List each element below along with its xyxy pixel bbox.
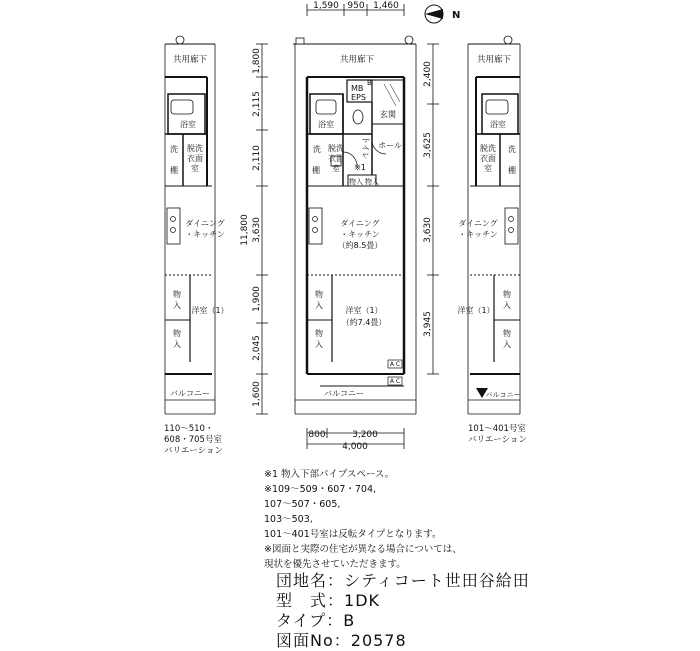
note-line-7: 現状を優先させていただきます。 bbox=[264, 559, 406, 570]
right-dk-2: ・キッチン bbox=[458, 230, 498, 239]
left-dim-4: 3,630 bbox=[252, 217, 262, 243]
info-block bbox=[276, 571, 530, 651]
left-variation-2: 608・705号室 bbox=[164, 435, 222, 445]
note-line-1: ※1 物入下部パイプスペース。 bbox=[264, 469, 395, 480]
note-line-6: ※図面と実際の住宅が異なる場合については、 bbox=[264, 544, 462, 555]
right-shelf-label: 棚 bbox=[508, 166, 516, 175]
svg-text:N: N bbox=[452, 10, 461, 21]
dressing-label-2: 衣面 bbox=[328, 154, 344, 163]
closet-1a: 物 bbox=[315, 290, 323, 299]
storage-label-1: 物入 bbox=[349, 178, 363, 186]
right-dim-1: 2,400 bbox=[423, 61, 433, 87]
top-dim-2: 950 bbox=[347, 1, 365, 11]
right-closet-2a: 物 bbox=[503, 329, 511, 338]
top-dim-1: 1,590 bbox=[313, 1, 339, 11]
genkan-label: 玄関 bbox=[380, 110, 396, 119]
info-kind-label: タイプ： bbox=[276, 611, 344, 630]
ac-label-2: A C bbox=[389, 378, 401, 385]
right-dim-2: 3,625 bbox=[423, 132, 433, 158]
right-closet-1b: 入 bbox=[503, 301, 511, 310]
info-name-value: シティコート世田谷給田 bbox=[344, 571, 530, 590]
info-name-label: 団地名： bbox=[276, 571, 345, 590]
right-variation-2: バリエーション bbox=[468, 435, 527, 445]
left-dressing-3: 室 bbox=[191, 164, 199, 173]
toilet-label: トイレ bbox=[361, 136, 370, 160]
left-dim-2: 2,115 bbox=[252, 91, 262, 117]
note-line-4: 103～503, bbox=[264, 514, 313, 525]
left-wash-label: 洗 bbox=[170, 145, 178, 154]
right-corridor-label: 共用廊下 bbox=[476, 55, 512, 65]
dk-label-2: ・キッチン bbox=[340, 230, 380, 239]
left-dk-1: ダイニング bbox=[185, 219, 225, 228]
left-closet-1b: 入 bbox=[173, 301, 181, 310]
wash-label: 洗 bbox=[313, 145, 321, 154]
right-dim-4: 3,945 bbox=[423, 311, 433, 337]
left-corridor-label: 共用廊下 bbox=[172, 55, 208, 65]
right-variation-1: 101～401号室 bbox=[468, 424, 526, 434]
note-line-2: ※109～509・607・704, bbox=[264, 484, 377, 495]
left-dim-6: 2,045 bbox=[252, 335, 262, 361]
hall-label: ホール bbox=[378, 141, 402, 150]
eps-label: EPS bbox=[351, 93, 366, 102]
left-closet-1a: 物 bbox=[173, 290, 181, 299]
info-no-value: 20578 bbox=[350, 631, 407, 650]
notes-block bbox=[264, 467, 684, 572]
compass-north-icon bbox=[425, 5, 460, 23]
left-dim-5: 1,900 bbox=[252, 286, 262, 312]
right-bath-label: 浴室 bbox=[490, 120, 506, 129]
right-western: 洋室（1） bbox=[457, 306, 495, 315]
note-line-3: 107～507・605, bbox=[264, 499, 341, 510]
right-balcony-label: バルコニー bbox=[485, 391, 521, 399]
right-closet-2b: 入 bbox=[503, 340, 511, 349]
right-dressing-3: 室 bbox=[484, 164, 492, 173]
shelf-label: 棚 bbox=[312, 166, 320, 175]
info-name-row bbox=[276, 571, 530, 591]
left-dim-1: 1,800 bbox=[252, 48, 262, 74]
right-dressing-2: 衣面 bbox=[480, 154, 496, 163]
ac-label-1: A C bbox=[389, 361, 401, 368]
left-dk-2: ・キッチン bbox=[185, 230, 225, 239]
closet-2a: 物 bbox=[315, 329, 323, 338]
info-kind-row bbox=[276, 611, 530, 631]
left-dim-total: 11,800 bbox=[240, 214, 250, 246]
left-western: 洋室（1） bbox=[191, 306, 229, 315]
info-type-row bbox=[276, 591, 530, 611]
bottom-dim-1: 800 bbox=[308, 430, 326, 440]
left-bath-label: 浴室 bbox=[180, 120, 196, 129]
western-label-2: （約7.4畳） bbox=[341, 318, 387, 327]
left-dressing-1: 脱洗 bbox=[187, 144, 203, 153]
left-shelf-label: 棚 bbox=[170, 166, 178, 175]
dressing-label-1: 脱洗 bbox=[328, 144, 344, 153]
left-dressing-2: 衣面 bbox=[187, 154, 203, 163]
right-wash-label: 洗 bbox=[508, 145, 516, 154]
right-dim-3: 3,630 bbox=[423, 217, 433, 243]
bottom-dim-total: 4,000 bbox=[342, 442, 368, 452]
left-dim-7: 1,600 bbox=[252, 381, 262, 407]
dk-label-1: ダイニング bbox=[340, 219, 380, 228]
right-closet-1a: 物 bbox=[503, 290, 511, 299]
top-dim-3: 1,460 bbox=[373, 1, 399, 11]
mb-label: MB bbox=[351, 84, 364, 93]
note-mark: ※1 bbox=[354, 163, 366, 172]
info-type-value: 1DK bbox=[344, 591, 381, 610]
bottom-dim-2: 3,200 bbox=[352, 430, 378, 440]
info-kind-value: B bbox=[343, 611, 356, 630]
left-variation-3: バリエーション bbox=[164, 446, 223, 456]
left-closet-2b: 入 bbox=[173, 340, 181, 349]
dressing-label-3: 室 bbox=[332, 164, 340, 173]
right-dk-1: ダイニング bbox=[458, 219, 498, 228]
storage-label-2: 物入 bbox=[365, 178, 379, 186]
closet-2b: 入 bbox=[315, 340, 323, 349]
dk-label-3: （約8.5畳） bbox=[337, 241, 383, 250]
closet-1b: 入 bbox=[315, 301, 323, 310]
b-mark: B bbox=[367, 79, 372, 87]
note-line-5: 101～401号室は反転タイプとなります。 bbox=[264, 529, 442, 540]
western-label-1: 洋室（1） bbox=[345, 306, 383, 315]
left-balcony-label: バルコニー bbox=[170, 389, 210, 398]
info-no-row bbox=[276, 631, 530, 651]
right-dressing-1: 脱洗 bbox=[480, 144, 496, 153]
balcony-label: バルコニー bbox=[324, 389, 364, 398]
left-closet-2a: 物 bbox=[173, 329, 181, 338]
left-dim-3: 2,110 bbox=[252, 145, 262, 171]
left-variation-1: 110～510・ bbox=[164, 424, 214, 434]
bath-label: 浴室 bbox=[318, 120, 334, 129]
info-type-label: 型 式： bbox=[276, 591, 345, 610]
info-no-label: 図面No： bbox=[276, 631, 351, 650]
corridor-label: 共用廊下 bbox=[339, 55, 375, 65]
